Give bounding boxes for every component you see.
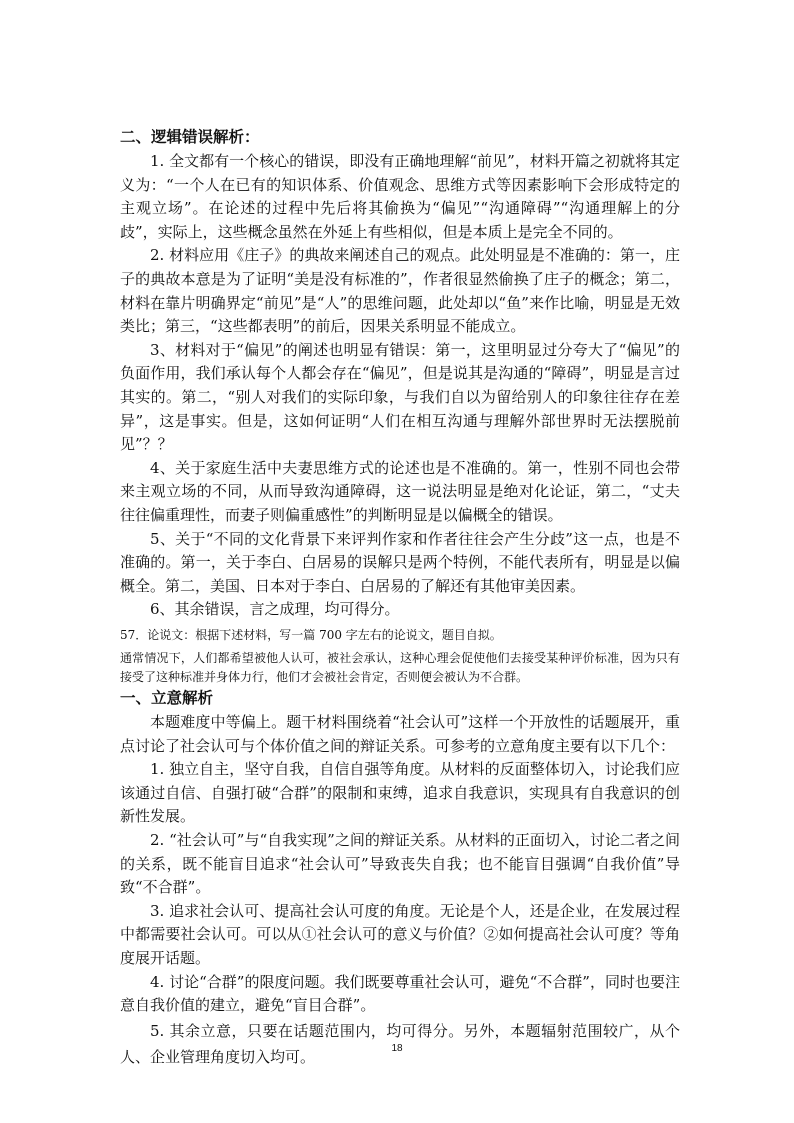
paragraph: 本题难度中等偏上。题干材料围绕着“社会认可”这样一个开放性的话题展开，重点讨论了社会认可与个体价值之间的辩证关系。可参考的立意角度主要有以下几个： bbox=[120, 713, 680, 755]
paragraph: 1. 全文都有一个核心的错误，即没有正确地理解“前见”，材料开篇之初就将其定义为：“一个人在已有的知识体系、价值观念、思维方式等因素影响下会形成特定的主观立场”。在论述的过程中先后将其偷换为“偏见”“沟通障碍”“沟通理解上的分歧”，实际上，这些概念虽然在外延上有些相似，但是本质上是完全不同的。 bbox=[120, 152, 680, 241]
question-material: 通常情况下，人们都希望被他人认可，被社会承认，这种心理会促使他们去接受某种评价标准，因为只有接受了这种标准并身体力行，他们才会被社会肯定，否则便会被认为不合群。 bbox=[120, 651, 680, 684]
paragraph: 3、材料对于“偏见”的阐述也明显有错误：第一，这里明显过分夸大了“偏见”的负面作用，我们承认每个人都会存在“偏见”，但是说其是沟通的“障碍”，明显是言过其实的。第二，“别人对我们的实际印象，与我们自以为留给别人的印象往往存在差异”，这是事实。但是，这如何证明“人们在相互沟通与理解外部世界时无法摆脱前见”？？ bbox=[120, 340, 680, 454]
section-heading: 一、立意解析 bbox=[120, 689, 214, 707]
paragraph: 2. 材料应用《庄子》的典故来阐述自己的观点。此处明显是不准确的：第一，庄子的典故本意是为了证明“美是没有标准的”，作者很显然偷换了庄子的概念；第二，材料在靠片明确界定“前见”是“人”的思维问题，此处却以“鱼”来作比喻，明显是无效类比；第三，“这些都表明”的前后，因果关系明显不能成立。 bbox=[120, 246, 680, 336]
section-heading: 二、逻辑错误解析： bbox=[120, 128, 260, 146]
question-57 bbox=[120, 626, 680, 687]
paragraph: 5、关于“不同的文化背景下来评判作家和作者往往会产生分歧”这一点，也是不准确的。第一，关于李白、白居易的误解只是两个特例，不能代表所有，明显是以偏概全。第二，美国、日本对于李白、白居易的了解还有其他审美因素。 bbox=[120, 529, 680, 595]
page-number: 18 bbox=[391, 1043, 403, 1054]
paragraph: 3. 追求社会认可、提高社会认可度的角度。无论是个人，还是企业，在发展过程中都需要社会认可。可以从①社会认可的意义与价值？②如何提高社会认可度？等角度展开话题。 bbox=[120, 901, 680, 967]
paragraph: 2. “社会认可”与“自我实现”之间的辩证关系。从材料的正面切入，讨论二者之间的关系，既不能盲目追求“社会认可”导致丧失自我；也不能盲目强调“自我价值”导致“不合群”。 bbox=[120, 830, 680, 897]
section-theme-analysis bbox=[120, 687, 680, 1070]
paragraph: 5. 其余立意，只要在话题范围内，均可得分。另外，本题辐射范围较广，从个人、企业管理角度切入均可。 bbox=[120, 1021, 680, 1066]
paragraph: 4. 讨论“合群”的限度问题。我们既要尊重社会认可，避免“不合群”，同时也要注意自我价值的建立，避免“盲目合群”。 bbox=[120, 972, 680, 1015]
question-title: 57．论说文：根据下述材料，写一篇 700 字左右的论说文，题目自拟。 bbox=[120, 628, 502, 642]
paragraph: 4、关于家庭生活中夫妻思维方式的论述也是不准确的。第一，性别不同也会带来主观立场的不同，从而导致沟通障碍，这一说法明显是绝对化论证，第二，“丈夫往往偏重理性，而妻子则偏重感性”的判断明显是以偏概全的错误。 bbox=[120, 458, 680, 524]
paragraph: 6、其余错误，言之成理，均可得分。 bbox=[150, 600, 400, 619]
section-logic-errors bbox=[120, 126, 680, 622]
paragraph: 1. 独立自主，坚守自我，自信自强等角度。从材料的反面整体切入，讨论我们应该通过自信、自强打破“合群”的限制和束缚，追求自我意识，实现具有自我意识的创新性发展。 bbox=[120, 760, 680, 826]
